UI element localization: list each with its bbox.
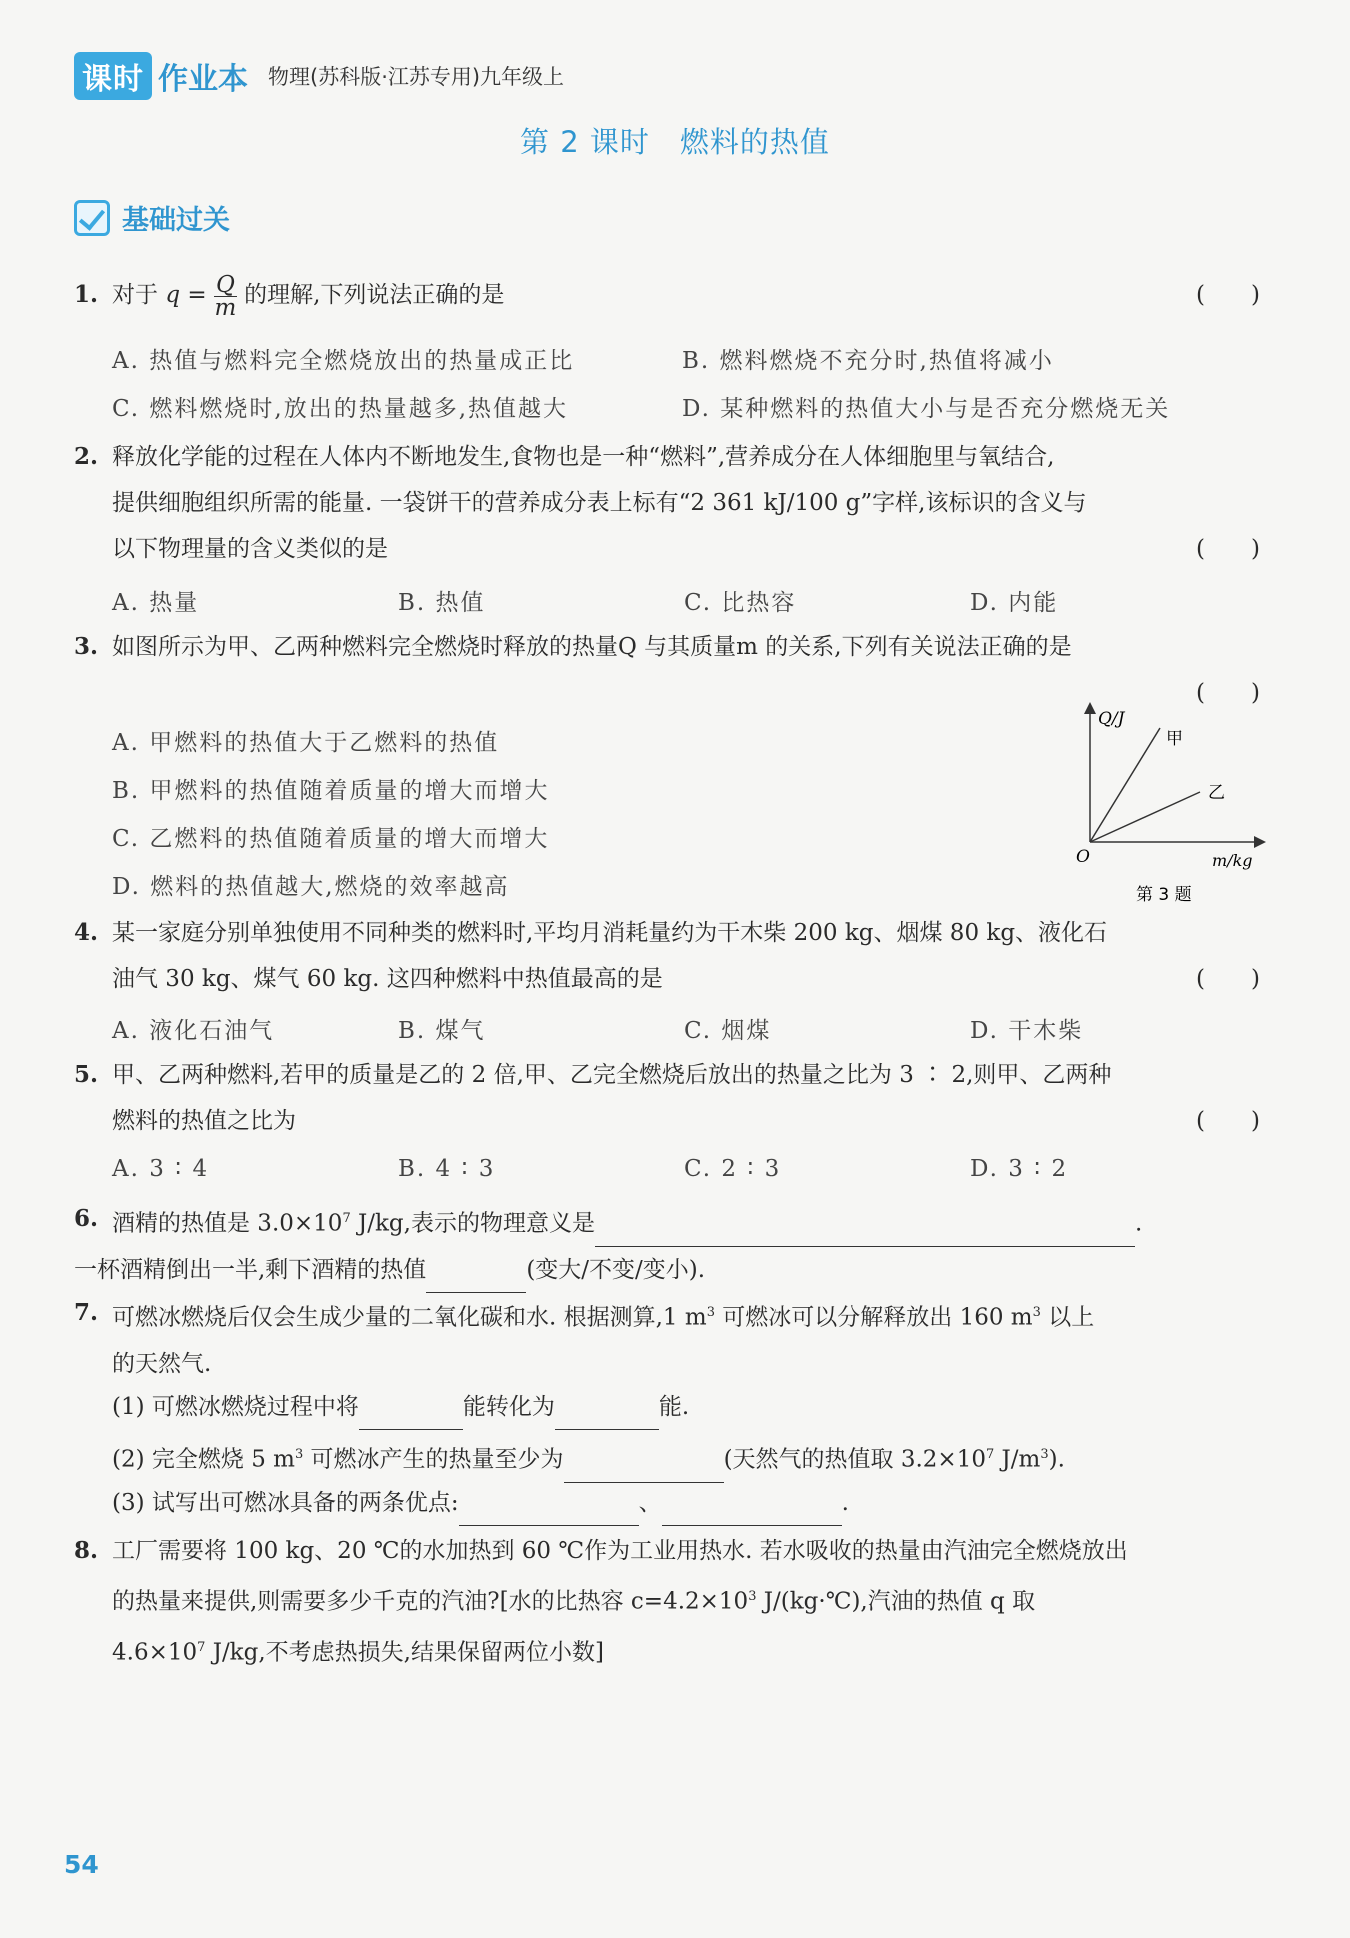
option-d: D. 燃料的热值越大,燃烧的效率越高 <box>112 874 510 900</box>
question-text: ). <box>1048 1446 1065 1473</box>
line-jia <box>1090 728 1160 842</box>
line-jia-label: 甲 <box>1166 729 1183 749</box>
fraction-denominator: m <box>214 294 237 321</box>
question-text: J/kg,不考虑热损失,结果保留两位小数] <box>205 1639 604 1666</box>
page-number: 54 <box>64 1850 99 1879</box>
brand-logo: 课时 <box>74 52 152 100</box>
question-text: (2) 完全燃烧 5 m <box>112 1446 295 1473</box>
exponent: 3 <box>294 1447 304 1462</box>
formula-lhs: q = <box>165 282 207 308</box>
option-d: D. 某种燃料的热值大小与是否充分燃烧无关 <box>682 396 1171 422</box>
question-text: 工厂需要将 100 kg、20 ℃的水加热到 60 ℃作为工业用热水. 若水吸收的热量由汽油完全燃烧放出 <box>112 1538 1128 1564</box>
question-text: 对于 <box>112 282 158 308</box>
option-c: C. 2 ∶ 3 <box>684 1156 782 1182</box>
question-number: 3. <box>74 633 99 660</box>
question-number: 6. <box>74 1205 99 1232</box>
brand-subtitle: 作业本 <box>158 62 248 97</box>
answer-paren: ( ) <box>1196 282 1260 308</box>
question-7 <box>74 1290 1260 1387</box>
question-text: 酒精的热值是 3.0×10 <box>112 1210 343 1237</box>
option-a: A. 热量 <box>112 590 200 616</box>
question-number: 2. <box>74 443 99 470</box>
question-text: 可燃冰可以分解释放出 160 m <box>714 1304 1033 1331</box>
q7-sub-1 <box>112 1384 689 1430</box>
origin-label: O <box>1076 847 1090 867</box>
question-text: J/m <box>994 1446 1041 1473</box>
figure-caption: 第 3 题 <box>1136 885 1192 905</box>
question-4 <box>74 910 1260 1002</box>
question-8 <box>74 1528 1260 1675</box>
answer-paren: ( ) <box>1196 966 1260 992</box>
answer-blank[interactable] <box>595 1216 1135 1247</box>
question-text: 4.6×10 <box>112 1639 198 1666</box>
option-b: B. 燃料燃烧不充分时,热值将减小 <box>682 348 1054 374</box>
answer-blank[interactable] <box>459 1495 639 1526</box>
formula-fraction <box>214 271 237 321</box>
question-number: 4. <box>74 919 99 946</box>
answer-blank[interactable] <box>555 1399 659 1430</box>
question-number: 1. <box>74 281 99 308</box>
question-text: 油气 30 kg、煤气 60 kg. 这四种燃料中热值最高的是 <box>112 966 663 992</box>
x-axis-label: m/kg <box>1212 851 1253 870</box>
answer-blank[interactable] <box>359 1399 463 1430</box>
question-text: . <box>1134 1210 1143 1237</box>
option-c: C. 烟煤 <box>684 1018 772 1044</box>
question-text: 、 <box>638 1490 662 1516</box>
answer-blank[interactable] <box>564 1452 724 1483</box>
answer-paren: ( ) <box>1196 680 1260 706</box>
option-c: C. 燃料燃烧时,放出的热量越多,热值越大 <box>112 396 569 422</box>
exponent: 3 <box>748 1589 757 1604</box>
question-2 <box>74 434 1260 572</box>
question-text: 的天然气. <box>112 1350 212 1377</box>
answer-blank[interactable] <box>426 1262 526 1293</box>
question-text: J/(kg·℃),汽油的热值 q 取 <box>756 1588 1036 1615</box>
option-d: D. 干木柴 <box>970 1018 1084 1044</box>
line-yi <box>1090 792 1200 842</box>
question-text: 如图所示为甲、乙两种燃料完全燃烧时释放的热量Q 与其质量m 的关系,下列有关说法正确的是 <box>112 634 1072 660</box>
checkmark-icon <box>74 200 110 236</box>
question-text: 燃料的热值之比为 <box>112 1108 296 1134</box>
option-c: C. 乙燃料的热值随着质量的增大而增大 <box>112 826 550 852</box>
option-b: B. 4 ∶ 3 <box>398 1156 496 1182</box>
option-a: A. 液化石油气 <box>112 1018 275 1044</box>
q3-figure <box>1068 700 1268 910</box>
exponent: 7 <box>342 1211 351 1226</box>
question-1 <box>74 272 1260 319</box>
option-a: A. 甲燃料的热值大于乙燃料的热值 <box>112 730 500 756</box>
question-6 <box>74 1196 1260 1293</box>
option-d: D. 内能 <box>970 590 1059 616</box>
question-number: 8. <box>74 1537 99 1564</box>
question-text: (3) 试写出可燃冰具备的两条优点: <box>112 1490 459 1516</box>
option-b: B. 甲燃料的热值随着质量的增大而增大 <box>112 778 550 804</box>
question-text: 能转化为 <box>462 1394 555 1420</box>
question-text: (1) 可燃冰燃烧过程中将 <box>112 1394 359 1420</box>
question-text: 以下物理量的含义类似的是 <box>112 536 388 562</box>
question-text: 可燃冰燃烧后仅会生成少量的二氧化碳和水. 根据测算,1 m <box>112 1304 707 1331</box>
question-text: 甲、乙两种燃料,若甲的质量是乙的 2 倍,甲、乙完全燃烧后放出的热量之比为 3 ∶ 2,则甲、乙两种 <box>112 1062 1112 1088</box>
question-5 <box>74 1052 1260 1144</box>
question-number: 5. <box>74 1061 99 1088</box>
question-text: (天然气的热值取 3.2×10 <box>723 1446 986 1473</box>
exponent: 3 <box>1032 1305 1041 1320</box>
question-text: 提供细胞组织所需的能量. 一袋饼干的营养成分表上标有“2 361 kJ/100 g”字样,该标识的含义与 <box>112 490 1087 516</box>
question-3 <box>74 624 1260 706</box>
question-text: 可燃冰产生的热量至少为 <box>303 1446 564 1473</box>
question-text: 的热量来提供,则需要多少千克的汽油?[水的比热容 c=4.2×10 <box>112 1588 749 1615</box>
question-text: 能. <box>658 1394 690 1420</box>
answer-paren: ( ) <box>1196 536 1260 562</box>
section-title: 基础过关 <box>122 205 230 236</box>
book-info: 物理(苏科版·江苏专用)九年级上 <box>268 65 565 89</box>
line-yi-label: 乙 <box>1208 783 1225 803</box>
y-axis-label: Q/J <box>1098 709 1125 729</box>
option-b: B. 煤气 <box>398 1018 486 1044</box>
page-header <box>74 52 564 100</box>
option-b: B. 热值 <box>398 590 486 616</box>
question-text: 某一家庭分别单独使用不同种类的燃料时,平均月消耗量约为干木柴 200 kg、烟煤 80 kg、液化石 <box>112 920 1108 946</box>
answer-paren: ( ) <box>1196 1108 1260 1134</box>
lesson-title: 第 2 课时 燃料的热值 <box>520 125 830 159</box>
question-text: 的理解,下列说法正确的是 <box>244 282 505 308</box>
question-text: . <box>841 1490 849 1516</box>
exponent: 3 <box>706 1305 715 1320</box>
q7-sub-3 <box>112 1480 849 1526</box>
exponent: 7 <box>985 1447 995 1462</box>
option-c: C. 比热容 <box>684 590 797 616</box>
fraction-numerator: Q <box>215 271 235 298</box>
question-text: 一杯酒精倒出一半,剩下酒精的热值 <box>74 1256 427 1283</box>
question-text: 以上 <box>1040 1304 1095 1331</box>
option-d: D. 3 ∶ 2 <box>970 1156 1069 1182</box>
option-a: A. 热值与燃料完全燃烧放出的热量成正比 <box>112 348 575 374</box>
question-text: J/kg,表示的物理意义是 <box>350 1210 595 1237</box>
answer-blank[interactable] <box>662 1495 842 1526</box>
option-a: A. 3 ∶ 4 <box>112 1156 210 1182</box>
question-text: (变大/不变/变小). <box>526 1256 706 1283</box>
exponent: 3 <box>1040 1447 1049 1462</box>
q7-sub-2 <box>112 1432 1065 1483</box>
exponent: 7 <box>197 1639 206 1655</box>
question-number: 7. <box>74 1299 99 1326</box>
question-text: 释放化学能的过程在人体内不断地发生,食物也是一种“燃料”,营养成分在人体细胞里与氧结合, <box>112 444 1055 470</box>
section-header <box>74 198 230 237</box>
